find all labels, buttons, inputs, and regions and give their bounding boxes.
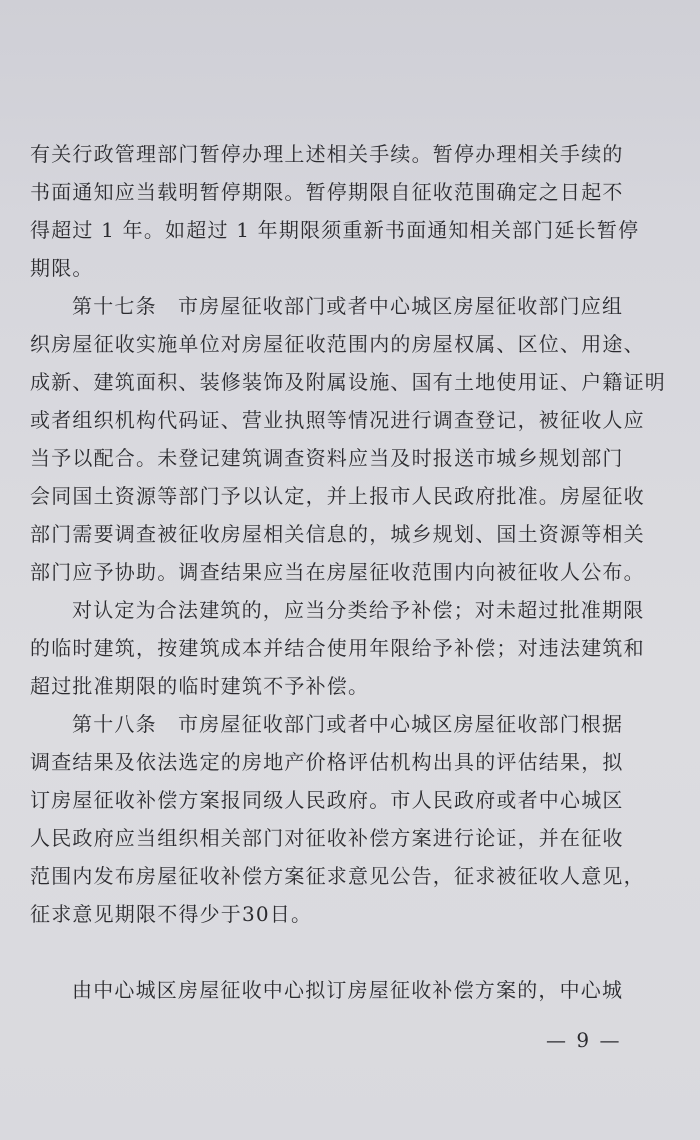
text-line: 调查结果及依法选定的房地产价格评估机构出具的评估结果，拟 xyxy=(30,750,624,774)
text-line: 得超过 1 年。如超过 1 年期限须重新书面通知相关部门延长暂停 xyxy=(30,218,640,242)
text-line: 订房屋征收补偿方案报同级人民政府。市人民政府或者中心城区 xyxy=(30,788,624,812)
text-line: 人民政府应当组织相关部门对征收补偿方案进行论证，并在征收 xyxy=(30,826,624,850)
text-line: 成新、建筑面积、装修装饰及附属设施、国有土地使用证、户籍证明 xyxy=(30,370,666,394)
text-line: 织房屋征收实施单位对房屋征收范围内的房屋权属、区位、用途、 xyxy=(30,332,645,356)
text-line: 征求意见期限不得少于30日。 xyxy=(30,902,313,926)
text-line: 范围内发布房屋征收补偿方案征求意见公告，征求被征收人意见， xyxy=(30,864,645,888)
paragraph-start-line: 由中心城区房屋征收中心拟订房屋征收补偿方案的，中心城 xyxy=(72,978,624,1002)
text-line: 期限。 xyxy=(30,256,94,280)
text-line: 部门需要调查被征收房屋相关信息的，城乡规划、国土资源等相关 xyxy=(30,522,645,546)
text-line: 的临时建筑，按建筑成本并结合使用年限给予补偿；对违法建筑和 xyxy=(30,636,645,660)
text-line: 或者组织机构代码证、营业执照等情况进行调查登记，被征收人应 xyxy=(30,408,645,432)
text-line: 书面通知应当载明暂停期限。暂停期限自征收范围确定之日起不 xyxy=(30,180,624,204)
page-number: — 9 — xyxy=(546,1028,622,1052)
article-17-heading-line: 第十七条 市房屋征收部门或者中心城区房屋征收部门应组 xyxy=(72,294,624,318)
text-line: 超过批准期限的临时建筑不予补偿。 xyxy=(30,674,370,698)
paragraph-start-line: 对认定为合法建筑的，应当分类给予补偿；对未超过批准期限 xyxy=(72,598,645,622)
article-18-heading-line: 第十八条 市房屋征收部门或者中心城区房屋征收部门根据 xyxy=(72,712,624,736)
text-line: 会同国土资源等部门予以认定，并上报市人民政府批准。房屋征收 xyxy=(30,484,645,508)
text-line: 有关行政管理部门暂停办理上述相关手续。暂停办理相关手续的 xyxy=(30,142,624,166)
text-line: 当予以配合。未登记建筑调查资料应当及时报送市城乡规划部门 xyxy=(30,446,624,470)
text-line: 部门应予协助。调查结果应当在房屋征收范围内向被征收人公布。 xyxy=(30,560,645,584)
